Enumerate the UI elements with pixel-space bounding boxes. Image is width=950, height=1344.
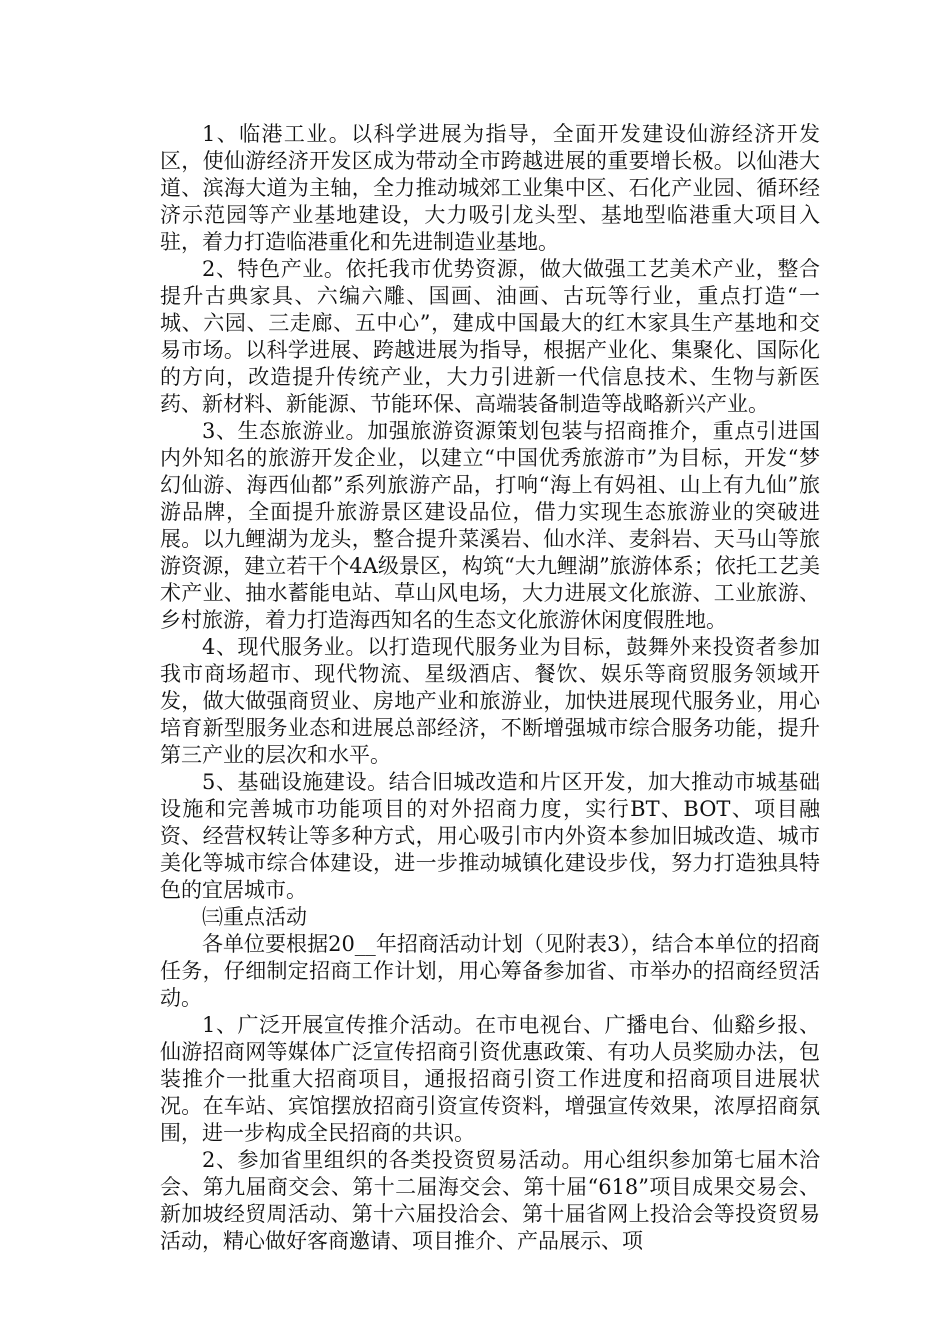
paragraph-promotion: 1、广泛开展宣传推介活动。在市电视台、广播电台、仙谿乡报、仙游招商网等媒体广泛宣传招商引资优惠政策、有功人员奖励办法，包装推介一批重大招商项目，通报招商引资工作进度和招商项目进展状况。在车站、宾馆摆放招商引资宣传资料，增强宣传效果，浓厚招商氛围，进一步构成全民招商的共识。	[160, 1013, 820, 1145]
paragraph-trade-events: 2、参加省里组织的各类投资贸易活动。用心组织参加第七届木洽会、第九届商交会、第十二届海交会、第十届“618”项目成果交易会、新加坡经贸周活动、第十六届投洽会、第十届省网上投洽会等投资贸易活动，精心做好客商邀请、项目推介、产品展示、项	[160, 1148, 820, 1253]
paragraph-industry-special: 2、特色产业。依托我市优势资源，做大做强工艺美术产业，整合提升古典家具、六编六雕、国画、油画、古玩等行业，重点打造“一城、六园、三走廊、五中心”，建成中国最大的红木家具生产基地和交易市场。以科学进展、跨越进展为指导，根据产业化、集聚化、国际化的方向，改造提升传统产业，大力引进新一代信息技术、生物与新医药、新材料、新能源、节能环保、高端装备制造等战略新兴产业。	[160, 257, 820, 416]
paragraph-industry-port: 1、临港工业。以科学进展为指导，全面开发建设仙游经济开发区，使仙游经济开发区成为带动全市跨越进展的重要增长极。以仙港大道、滨海大道为主轴，全力推动城郊工业集中区、石化产业园、循环经济示范园等产业基地建设，大力吸引龙头型、基地型临港重大项目入驻，着力打造临港重化和先进制造业基地。	[160, 122, 820, 254]
paragraph-modern-service: 4、现代服务业。以打造现代服务业为目标，鼓舞外来投资者参加我市商场超市、现代物流、星级酒店、餐饮、娱乐等商贸服务领域开发，做大做强商贸业、房地产业和旅游业，加快进展现代服务业，用心培育新型服务业态和进展总部经济，不断增强城市综合服务功能，提升第三产业的层次和水平。	[160, 635, 820, 767]
paragraph-infrastructure: 5、基础设施建设。结合旧城改造和片区开发，加大推动市城基础设施和完善城市功能项目的对外招商力度，实行BT、BOT、项目融资、经营权转让等多种方式，用心吸引市内外资本参加旧城改造、城市美化等城市综合体建设，进一步推动城镇化建设步伐，努力打造独具特色的宜居城市。	[160, 770, 820, 902]
document-body	[160, 121, 820, 1255]
paragraph-activity-plan: 各单位要根据20__年招商活动计划（见附表3），结合本单位的招商任务，仔细制定招商工作计划，用心筹备参加省、市举办的招商经贸活动。	[160, 932, 820, 1010]
paragraph-eco-tourism: 3、生态旅游业。加强旅游资源策划包装与招商推介，重点引进国内外知名的旅游开发企业，以建立“中国优秀旅游市”为目标，开发“梦幻仙游、海西仙都”系列旅游产品，打响“海上有妈祖、山上有九仙”旅游品牌，全面提升旅游景区建设品位，借力实现生态旅游业的突破进展。以九鲤湖为龙头，整合提升菜溪岩、仙水洋、麦斜岩、天马山等旅游资源，建立若干个4A级景区，构筑“大九鲤湖”旅游体系；依托工艺美术产业、抽水蓄能电站、草山风电场，大力进展文化旅游、工业旅游、乡村旅游，着力打造海西知名的生态文化旅游休闲度假胜地。	[160, 419, 820, 632]
section-heading-key-activities: ㈢重点活动	[202, 905, 307, 929]
